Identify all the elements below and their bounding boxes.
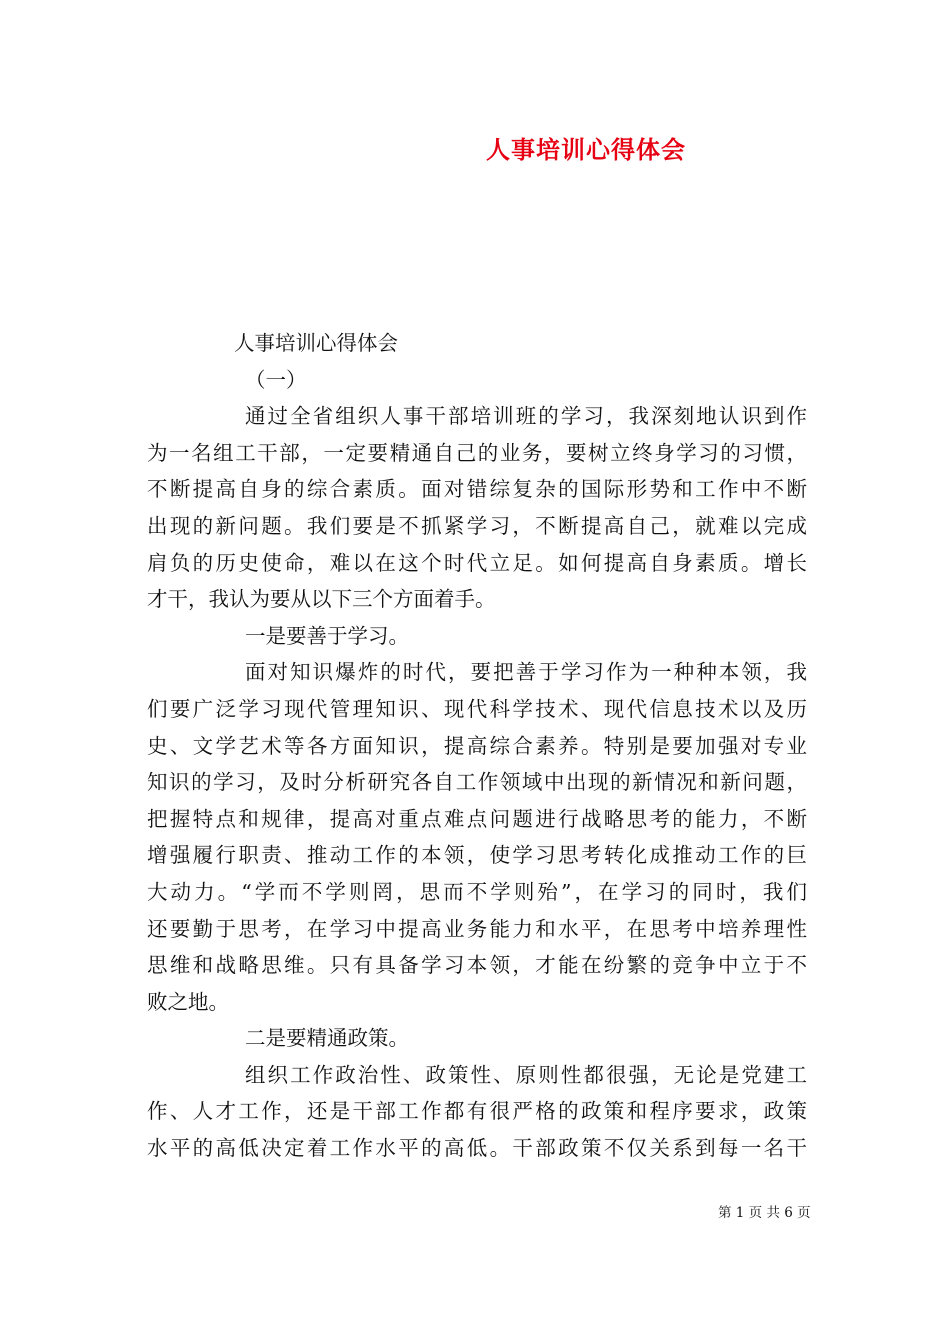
paragraph-line: 作、人才工作，还是干部工作都有很严格的政策和程序要求，政策 bbox=[147, 1099, 807, 1124]
paragraph-line: 水平的高低决定着工作水平的高低。干部政策不仅关系到每一名干 bbox=[147, 1136, 807, 1161]
paragraph-line: 才干，我认为要从以下三个方面着手。 bbox=[147, 587, 496, 612]
paragraph-line: 肩负的历史使命，难以在这个时代立足。如何提高自身素质。增长 bbox=[147, 550, 807, 575]
paragraph-line: 为一名组工干部，一定要精通自己的业务，要树立终身学习的习惯， bbox=[147, 440, 807, 465]
paragraph-line: 增强履行职责、推动工作的本领，使学习思考转化成推动工作的巨 bbox=[147, 843, 807, 868]
paragraph-line: 还要勤于思考，在学习中提高业务能力和水平，在思考中培养理性 bbox=[147, 916, 807, 941]
paragraph-line: 们要广泛学习现代管理知识、现代科学技术、现代信息技术以及历 bbox=[147, 696, 807, 721]
body-heading: 人事培训心得体会 bbox=[234, 331, 398, 355]
document-title: 人事培训心得体会 bbox=[486, 135, 686, 164]
point-heading: 二是要精通政策。 bbox=[245, 1026, 409, 1051]
section-number: （一） bbox=[245, 367, 307, 392]
paragraph-line: 组织工作政治性、政策性、原则性都很强，无论是党建工 bbox=[245, 1062, 807, 1087]
paragraph-line: 败之地。 bbox=[147, 989, 229, 1014]
page-number-footer: 第 1 页 共 6 页 bbox=[718, 1205, 811, 1221]
paragraph-line: 大动力。“学而不学则罔，思而不学则殆”，在学习的同时，我们 bbox=[147, 879, 807, 904]
paragraph-line: 思维和战略思维。只有具备学习本领，才能在纷繁的竞争中立于不 bbox=[147, 953, 807, 978]
paragraph-line: 面对知识爆炸的时代，要把善于学习作为一种种本领，我 bbox=[245, 660, 807, 685]
paragraph-line: 知识的学习，及时分析研究各自工作领域中出现的新情况和新问题， bbox=[147, 770, 807, 795]
paragraph-line: 史、文学艺术等各方面知识，提高综合素养。特别是要加强对专业 bbox=[147, 733, 807, 758]
paragraph-line: 通过全省组织人事干部培训班的学习，我深刻地认识到作 bbox=[245, 404, 807, 429]
paragraph-line: 把握特点和规律，提高对重点难点问题进行战略思考的能力，不断 bbox=[147, 806, 807, 831]
paragraph-line: 不断提高自身的综合素质。面对错综复杂的国际形势和工作中不断 bbox=[147, 477, 807, 502]
document-body bbox=[147, 325, 807, 1167]
point-heading: 一是要善于学习。 bbox=[245, 623, 409, 648]
paragraph-line: 出现的新问题。我们要是不抓紧学习，不断提高自己，就难以完成 bbox=[147, 513, 807, 538]
